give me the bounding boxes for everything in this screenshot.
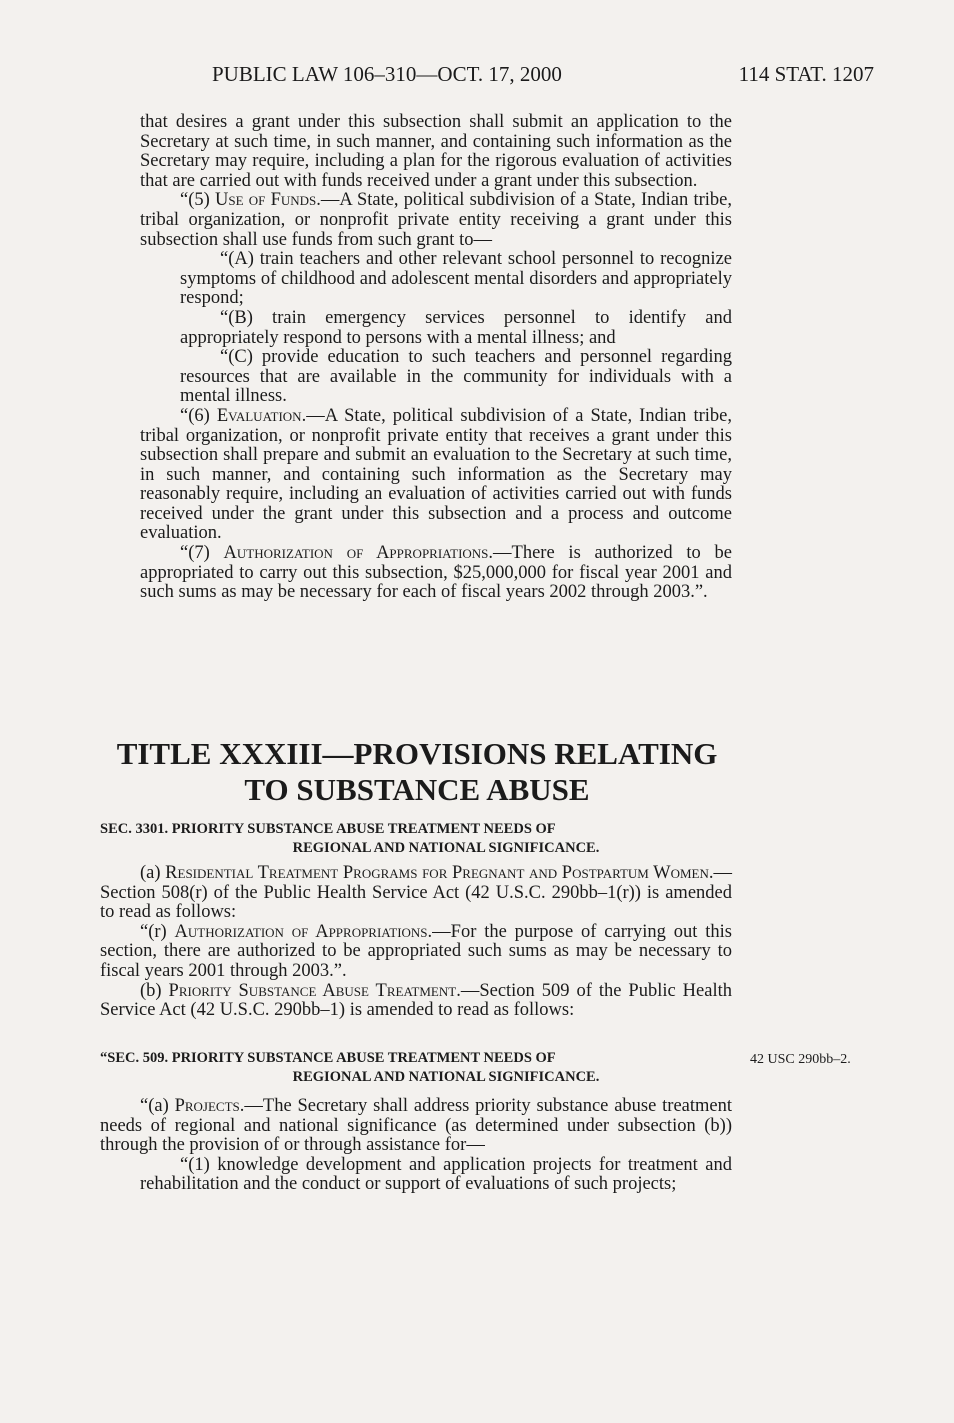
section-heading-line-1: SEC. 3301. PRIORITY SUBSTANCE ABUSE TREATMENT NEEDS OF [100,821,556,837]
para-text: .—There is authorized to be appropriated to carry out this subsection, $25,000,000 for fiscal year 2001 and such sums as may be necessary for each of fiscal years 2002 through 2003.”. [140,543,732,603]
section-3301 [100,820,732,1021]
para-text: .—Section 509 of the Public Health Service Act (42 U.S.C. 290bb–1) is amended to read as follows: [100,980,732,1021]
subsection-b [100,982,732,1021]
header-citation: PUBLIC LAW 106–310—OCT. 17, 2000 [212,62,562,86]
title-line-1: TITLE XXXIII—PROVISIONS RELATING [116,736,718,771]
subsection-r [100,923,732,982]
paragraph-projects-1: “(1) knowledge development and application projects for treatment and rehabilitation and the conduct or support of evaluations of such projects; [140,1154,732,1195]
section-heading-line-2: REGIONAL AND NATIONAL SIGNIFICANCE. [292,840,600,856]
title-line-2: TO SUBSTANCE ABUSE [244,772,590,807]
subsection-a [100,864,732,923]
para-number: (a) [140,863,166,883]
top-block [100,113,732,603]
title-heading [92,736,742,808]
section-3301-heading [100,820,732,858]
para-number: (b) [140,980,169,1001]
subsection-projects [100,1097,732,1156]
section-509 [100,1049,732,1195]
page-header [212,62,874,90]
paragraph-5 [100,191,732,250]
paragraph-5-A: “(A) train teachers and other relevant school personnel to recognize symptoms of childhood and adolescent mental disorders and appropriately respond; [180,249,732,309]
para-number: “(5) [180,190,215,211]
paragraph-7 [100,544,732,603]
margin-note: 42 USC 290bb–2. [750,1052,851,1067]
para-heading: Authorization of Appropriations [174,921,428,942]
para-heading: Authorization of Appropriations [223,543,489,564]
para-number: “(6) [180,405,217,426]
header-stat-page: 114 STAT. 1207 [738,62,874,86]
paragraph-continuation: that desires a grant under this subsection shall submit an application to the Secretary at such time, in such manner, and containing such information as the Secretary may require, including a plan for the rigorous evaluation of activities that are carried out with funds received under a grant under this subsection. [140,112,732,191]
para-text: .—For the purpose of carrying out this section, there are authorized to be appropriated such sums as may be necessary to fiscal years 2001 through 2003.”. [100,921,732,981]
para-heading: Priority Substance Abuse Treatment [168,980,457,1001]
para-heading: Residential Treatment Programs for Pregnant and Postpartum Women [165,863,709,883]
paragraph-6 [100,407,732,544]
section-heading-line-1: “SEC. 509. PRIORITY SUBSTANCE ABUSE TREATMENT NEEDS OF [100,1050,556,1066]
para-text: .—A State, political subdivision of a State, Indian tribe, tribal organization, or nonprofit private entity receiving a grant under this subsection shall use funds from such grant to— [140,190,732,250]
section-heading-line-2: REGIONAL AND NATIONAL SIGNIFICANCE. [292,1069,600,1085]
paragraph-5-B: “(B) train emergency services personnel to identify and appropriately respond to persons with a mental illness; and [180,307,732,348]
para-heading: Projects [174,1096,240,1116]
paragraph-5-C: “(C) provide education to such teachers and personnel regarding resources that are available in the community for individuals with a mental illness. [180,347,732,407]
para-heading: Use of Funds [215,190,317,211]
para-number: “(7) [180,543,224,564]
section-509-heading [100,1049,732,1087]
para-text: .—A State, political subdivision of a State, Indian tribe, tribal organization, or nonprofit private entity that receives a grant under this subsection shall prepare and submit an evaluation to the Secretary at such time, in such manner, and containing such information as the Secretary may reasonably require, including an evaluation of activities carried out with funds received under the grant under this subsection and a process and outcome evaluation. [140,405,732,544]
para-text: .—The Secretary shall address priority substance abuse treatment needs of regional and national significance (as determined under subsection (b)) through the provision of or through assistance for— [100,1096,732,1156]
para-heading: Evaluation [216,405,302,426]
para-number: “(r) [140,921,175,942]
para-text: .—Section 508(r) of the Public Health Service Act (42 U.S.C. 290bb–1(r)) is amended to read as follows: [100,863,733,923]
para-number: “(a) [140,1096,175,1116]
